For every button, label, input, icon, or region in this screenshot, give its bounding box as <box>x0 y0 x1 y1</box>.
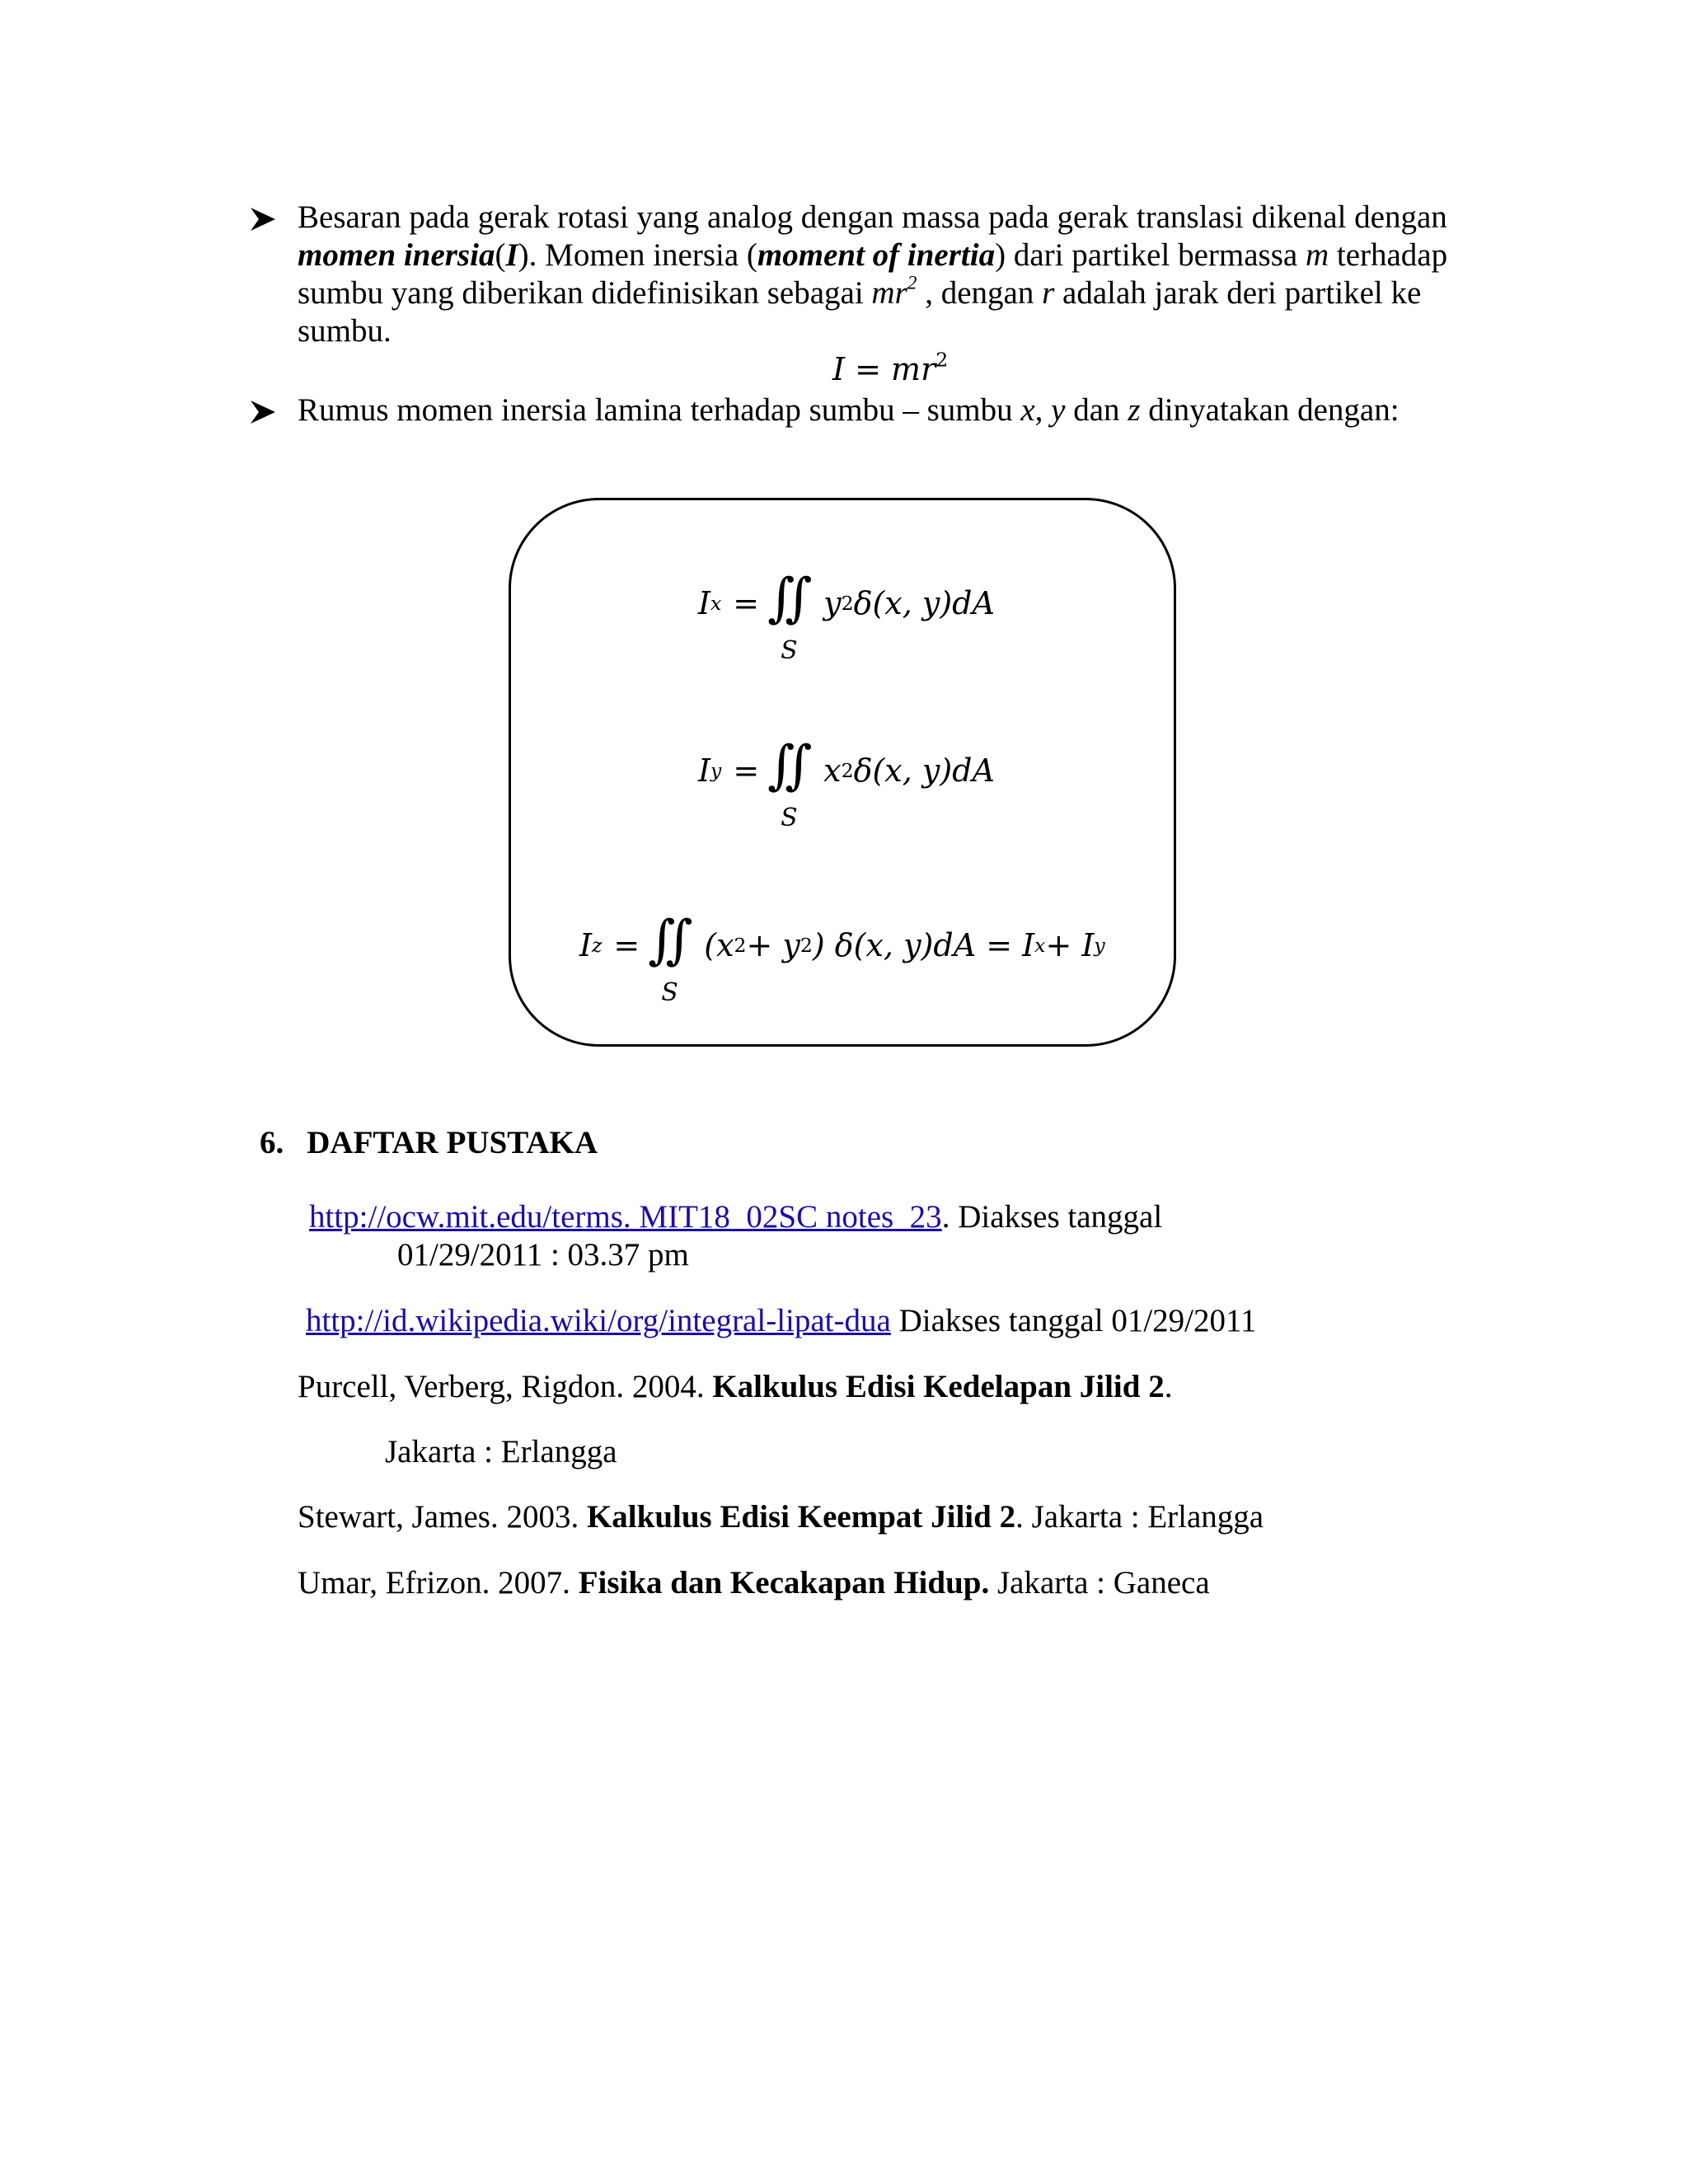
formula-ix: I x = ∬ S y 2 δ(x, y)dA <box>698 568 995 665</box>
inertia-formula: $I = mr^2$ <box>832 348 949 387</box>
reference-link-mit[interactable]: http://ocw.mit.edu/terms. MIT18_02SC notes_23 <box>309 1199 942 1235</box>
arrowhead-bullet-icon <box>249 398 277 426</box>
bullet1-line4: sumbu. <box>298 313 392 349</box>
reference-mit-date: 01/29/2011 : 03.37 pm <box>397 1237 689 1272</box>
section-heading <box>260 1124 598 1161</box>
double-integral-symbol: ∬ S <box>648 910 678 1007</box>
double-integral-symbol: ∬ S <box>767 735 798 832</box>
double-integral-symbol: ∬ S <box>767 568 798 665</box>
section-number: 6. <box>260 1125 284 1160</box>
bullet1-line3: sumbu yang diberikan didefinisikan sebagai $mr^2$ , dengan r adalah jarak deri partikel ke <box>298 272 1422 311</box>
arrowhead-bullet-icon <box>249 205 277 233</box>
section-title: DAFTAR PUSTAKA <box>307 1125 598 1160</box>
bullet-inertia-definition <box>298 199 1491 350</box>
reference-mit: http://ocw.mit.edu/terms. MIT18_02SC notes_23. Diakses tanggal <box>309 1199 1163 1235</box>
bullet-lamina-formula-intro: Rumus momen inersia lamina terhadap sumbu – sumbu x, y dan z dinyatakan dengan: <box>298 392 1400 428</box>
reference-link-wikipedia[interactable]: http://id.wikipedia.wiki/org/integral-lipat-dua <box>306 1303 891 1338</box>
reference-purcell: Purcell, Verberg, Rigdon. 2004. Kalkulus Edisi Kedelapan Jilid 2. <box>298 1369 1173 1404</box>
reference-umar: Umar, Efrizon. 2007. Fisika dan Kecakapan Hidup. Jakarta : Ganeca <box>298 1565 1210 1601</box>
reference-stewart: Stewart, James. 2003. Kalkulus Edisi Keempat Jilid 2. Jakarta : Erlangga <box>298 1499 1264 1535</box>
bullet1-line2: momen inersia(I). Momen inersia (moment of inertia) dari partikel bermassa m terhadap <box>298 237 1448 273</box>
formula-iz: I z = ∬ S (x 2 + y 2 ) δ(x, y)dA = I x + I y <box>579 910 1105 1007</box>
reference-wikipedia: http://id.wikipedia.wiki/org/integral-lipat-dua Diakses tanggal 01/29/2011 <box>306 1303 1257 1338</box>
reference-purcell-publisher: Jakarta : Erlangga <box>385 1434 617 1469</box>
formula-iy: I y = ∬ S x 2 δ(x, y)dA <box>698 735 995 832</box>
bullet1-line1: Besaran pada gerak rotasi yang analog dengan massa pada gerak translasi dikenal dengan <box>298 199 1447 235</box>
